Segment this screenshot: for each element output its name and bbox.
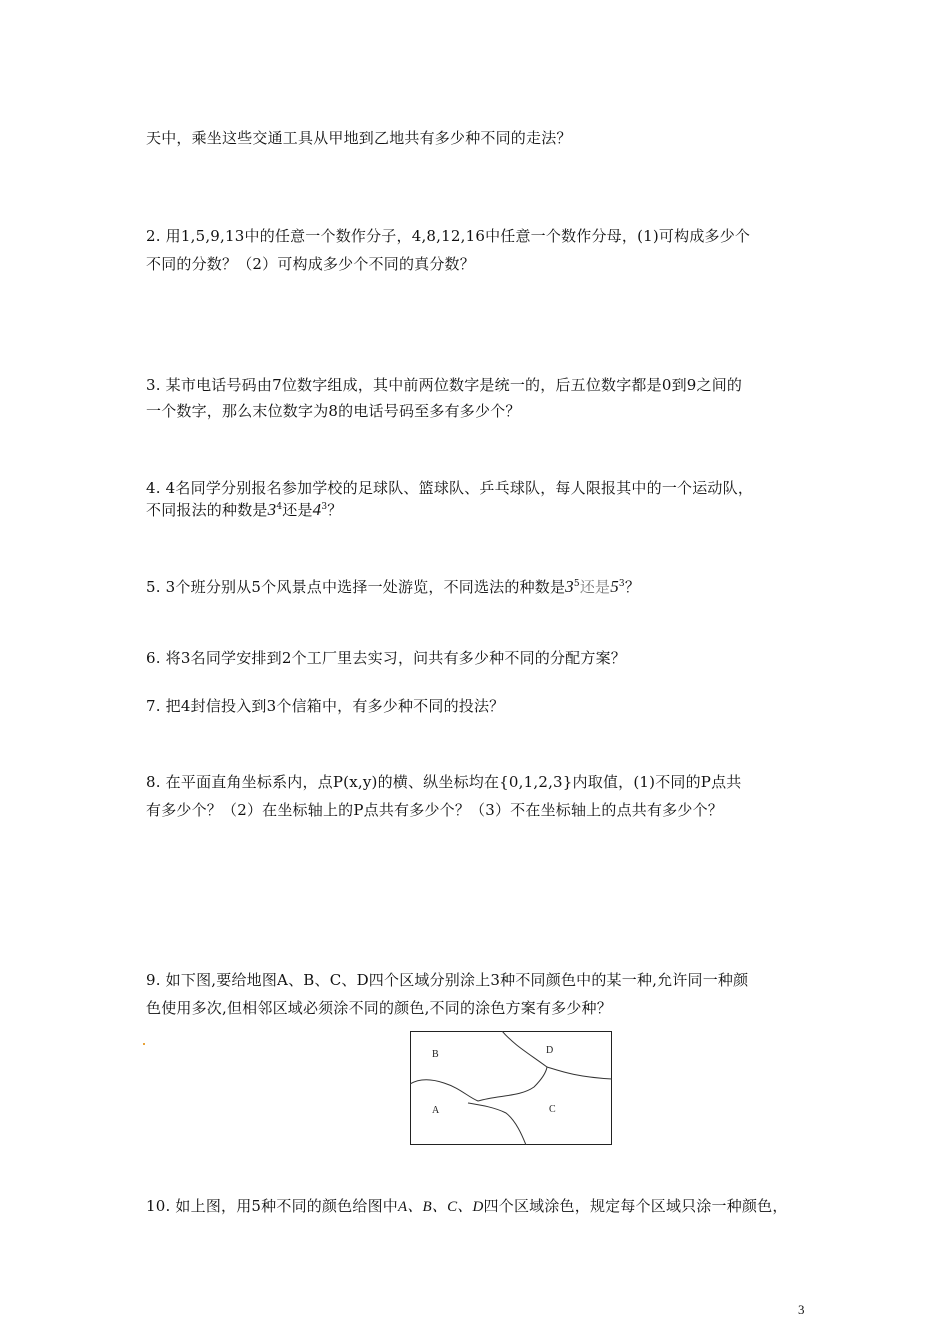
q9-line-2: 色使用多次,但相邻区域必须涂不同的颜色,不同的涂色方案有多少种？ xyxy=(146,999,612,1017)
q2-line-1: 2. 用1,5,9,13中的任意一个数作分子，4,8,12,16中任意一个数作分母，(1)可构成多少个 xyxy=(146,227,751,245)
q8-line-1: 8. 在平面直角坐标系内，点P(x,y)的横、纵坐标均在{0,1,2,3}内取值，(1)不同的P点共 xyxy=(146,773,742,791)
q4-base-2: 4 xyxy=(312,500,322,519)
line-q1-tail: 天中，乘坐这些交通工具从甲地到乙地共有多少种不同的走法？ xyxy=(146,129,572,147)
q4-base-1: 3 xyxy=(267,500,277,519)
region-map-figure xyxy=(410,1031,612,1145)
q5-line xyxy=(146,577,640,597)
q6-line: 6. 将3名同学安排到2个工厂里去实习，问共有多少种不同的分配方案？ xyxy=(146,649,626,667)
q10-text-pre: 10. 如上图，用5种不同的颜色给图中 xyxy=(146,1197,398,1215)
q4-line-2 xyxy=(146,500,343,520)
q3-line-1: 3. 某市电话号码由7位数字组成，其中前两位数字是统一的，后五位数字都是0到9之间的 xyxy=(146,376,743,394)
q5-base-1: 3 xyxy=(565,577,574,596)
q5-text-mid: 还是 xyxy=(579,578,611,596)
q10-region-letters: A、B、C、D xyxy=(397,1199,484,1215)
q7-line: 7. 把4封信投入到3个信箱中，有多少种不同的投法？ xyxy=(146,697,505,715)
map-label-d: D xyxy=(546,1045,554,1056)
map-border xyxy=(411,1032,612,1145)
q4-exp-2: 3 xyxy=(321,502,328,512)
q10-text-post: 四个区域涂色，规定每个区域只涂一种颜色， xyxy=(483,1197,788,1215)
q5-text-post: ？ xyxy=(624,578,641,596)
q2-line-2: 不同的分数？（2）可构成多少个不同的真分数？ xyxy=(146,255,475,273)
map-label-b: B xyxy=(432,1049,439,1060)
q4-text-post: ？ xyxy=(327,501,343,519)
q10-line-1 xyxy=(146,1196,788,1217)
q5-exp-1: 5 xyxy=(573,579,580,589)
map-boundary-ac xyxy=(468,1103,526,1145)
q3-line-2: 一个数字，那么末位数字为8的电话号码至多有多少个？ xyxy=(146,402,521,420)
map-boundary-bd xyxy=(502,1031,612,1079)
q4-text-pre: 不同报法的种数是 xyxy=(146,501,268,519)
q4-line-1: 4. 4名同学分别报名参加学校的足球队、篮球队、乒乓球队，每人限报其中的一个运动队， xyxy=(146,479,754,497)
q8-line-2: 有多少个？（2）在坐标轴上的P点共有多少个？（3）不在坐标轴上的点共有多少个？ xyxy=(146,801,723,819)
q4-exp-1: 4 xyxy=(276,502,283,512)
map-label-a: A xyxy=(432,1105,440,1116)
q5-text-pre: 5. 3个班分别从5个风景点中选择一处游览，不同选法的种数是 xyxy=(146,578,566,596)
q4-text-mid: 还是 xyxy=(282,501,313,519)
q5-base-2: 5 xyxy=(610,577,619,596)
map-label-c: C xyxy=(549,1104,556,1115)
q9-line-1: 9. 如下图,要给地图A、B、C、D四个区域分别涂上3种不同颜色中的某一种,允许同一种颜 xyxy=(146,971,749,989)
map-boundary-ab xyxy=(410,1067,547,1101)
page-number: 3 xyxy=(798,1302,805,1317)
stray-mark xyxy=(143,1043,145,1045)
q5-exp-2: 3 xyxy=(618,579,625,589)
